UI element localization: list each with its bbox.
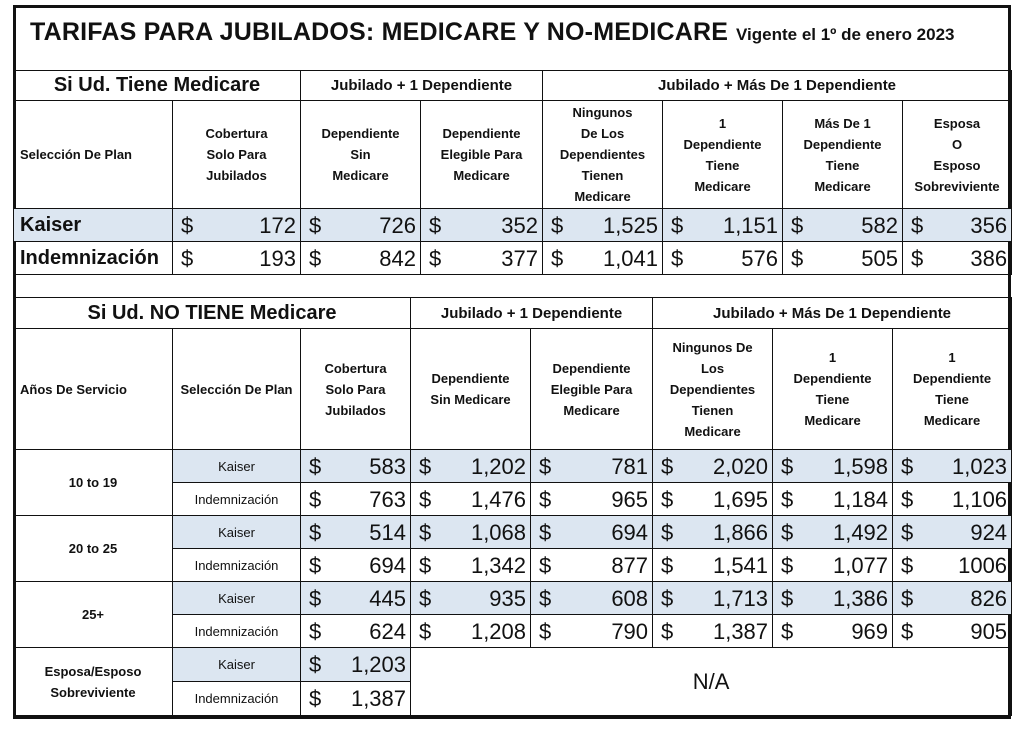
rate-cell: $ 2,020 [653,450,773,483]
rate-cell: $ 193 [173,242,301,275]
rate-cell: $ 1,713 [653,582,773,615]
rate-cell: $ 1,184 [773,483,893,516]
col-header-dep-eligible: Dependiente Elegible Para Medicare [421,101,543,209]
non-medicare-group-one-dependent: Jubilado + 1 Dependiente [411,298,653,329]
medicare-group-more-dependents: Jubilado + Más De 1 Dependiente [543,71,1012,101]
survivor-label: Esposa/Esposo Sobreviviente [14,648,173,716]
years-of-service: 10 to 19 [14,450,173,516]
rate-cell: $ 583 [301,450,411,483]
rate-cell: $ 505 [783,242,903,275]
rate-cell: $ 1,695 [653,483,773,516]
plan-name: Kaiser [173,516,301,549]
rate-cell: $ 694 [301,549,411,582]
rate-cell: $ 624 [301,615,411,648]
col-header-none-medicare: Ningunos De Los Dependientes Tienen Medicare [653,329,773,450]
non-medicare-group-more-dependents: Jubilado + Más De 1 Dependiente [653,298,1012,329]
rate-cell: $ 1,541 [653,549,773,582]
col-header-one-dep-medicare: 1 Dependiente Tiene Medicare [773,329,893,450]
rate-cell: $ 763 [301,483,411,516]
rate-cell: $ 826 [893,582,1012,615]
rate-cell: $ 905 [893,615,1012,648]
col-header-retiree-only: Cobertura Solo Para Jubilados [173,101,301,209]
col-header-dep-eligible: Dependiente Elegible Para Medicare [531,329,653,450]
rate-cell: $ 694 [531,516,653,549]
col-header-one-dep-medicare: 1 Dependiente Tiene Medicare [663,101,783,209]
col-header-dep-no-medicare: Dependiente Sin Medicare [301,101,421,209]
col-header-plan: Selección De Plan [14,101,173,209]
rate-cell: $ 172 [173,209,301,242]
effective-date: Vigente el 1º de enero 2023 [736,25,955,44]
rate-cell: $ 877 [531,549,653,582]
plan-name: Kaiser [173,648,301,682]
rate-cell: $ 1,492 [773,516,893,549]
medicare-group-one-dependent: Jubilado + 1 Dependiente [301,71,543,101]
rate-cell: $ 969 [773,615,893,648]
rate-cell: $ 352 [421,209,543,242]
non-medicare-section-title: Si Ud. NO TIENE Medicare [14,298,411,329]
rate-cell: $ 1,041 [543,242,663,275]
rate-cell: $ 935 [411,582,531,615]
plan-name: Indemnización [173,682,301,716]
table-row [14,450,1012,483]
years-of-service: 25+ [14,582,173,648]
rate-cell: $ 377 [421,242,543,275]
rate-cell: $ 582 [783,209,903,242]
col-header-years: Años De Servicio [14,329,173,450]
table-row [14,209,1012,242]
rate-cell: $ 1,386 [773,582,893,615]
table-row [14,582,1012,615]
rate-cell: $ 1,208 [411,615,531,648]
page-title: TARIFAS PARA JUBILADOS: MEDICARE Y NO-MEDICARE [30,18,729,46]
rate-cell: $ 1,342 [411,549,531,582]
years-of-service: 20 to 25 [14,516,173,582]
rate-cell: $ 1,476 [411,483,531,516]
rate-cell: $ 924 [893,516,1012,549]
rate-cell: $ 1,387 [301,682,411,716]
rate-cell: $ 1,387 [653,615,773,648]
rate-cell: $ 1006 [893,549,1012,582]
rate-cell: $ 1,106 [893,483,1012,516]
rate-cell: $ 781 [531,450,653,483]
plan-name: Kaiser [14,209,173,242]
medicare-rates-table [13,70,1012,275]
col-header-none-medicare: Ningunos De Los Dependientes Tienen Medicare [543,101,663,209]
rate-cell: $ 726 [301,209,421,242]
col-header-plan: Selección De Plan [173,329,301,450]
col-header-retiree-only: Cobertura Solo Para Jubilados [301,329,411,450]
table-row [14,648,1012,682]
col-header-dep-no-medicare: Dependiente Sin Medicare [411,329,531,450]
rate-cell: $ 386 [903,242,1012,275]
rate-cell: $ 514 [301,516,411,549]
plan-name: Kaiser [173,450,301,483]
table-row [14,242,1012,275]
rate-cell: $ 356 [903,209,1012,242]
rate-cell: $ 842 [301,242,421,275]
rate-cell: $ 965 [531,483,653,516]
rate-cell: $ 790 [531,615,653,648]
rate-cell: $ 1,151 [663,209,783,242]
rate-cell: $ 576 [663,242,783,275]
not-applicable: N/A [411,648,1012,716]
col-header-one-dep-medicare-b: 1 Dependiente Tiene Medicare [893,329,1012,450]
plan-name: Indemnización [173,615,301,648]
rate-cell: $ 1,077 [773,549,893,582]
rate-cell: $ 1,023 [893,450,1012,483]
plan-name: Indemnización [173,549,301,582]
rate-cell: $ 1,203 [301,648,411,682]
plan-name: Indemnización [14,242,173,275]
non-medicare-rates-table [13,297,1012,716]
col-header-spouse: Esposa O Esposo Sobreviviente [903,101,1012,209]
rate-cell: $ 445 [301,582,411,615]
col-header-more-dep-medicare: Más De 1 Dependiente Tiene Medicare [783,101,903,209]
medicare-section-title: Si Ud. Tiene Medicare [14,71,301,101]
plan-name: Indemnización [173,483,301,516]
plan-name: Kaiser [173,582,301,615]
rate-cell: $ 1,202 [411,450,531,483]
rate-cell: $ 1,598 [773,450,893,483]
rate-cell: $ 1,866 [653,516,773,549]
rate-cell: $ 608 [531,582,653,615]
table-row [14,516,1012,549]
rate-cell: $ 1,068 [411,516,531,549]
rate-cell: $ 1,525 [543,209,663,242]
